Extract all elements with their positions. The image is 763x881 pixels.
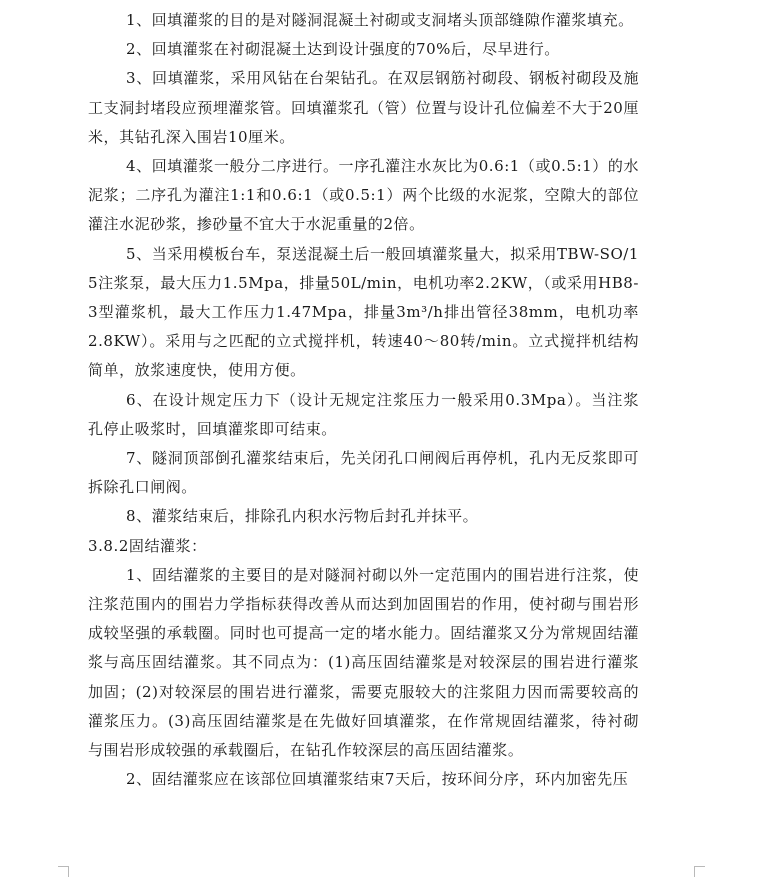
section-heading: 3.8.2固结灌浆： [88,536,207,555]
paragraph-4: 4、回填灌浆一般分二序进行。一序孔灌注水灰比为0.6:1（或0.5:1）的水泥浆；二序孔为灌注1:1和0.6:1（或0.5:1）两个比级的水泥浆，空隙大的部位灌注水泥砂浆，掺砂量不宜大于水泥重量的2倍。 [88,157,639,234]
page-corner-left [58,866,69,877]
paragraph-7: 7、隧洞顶部倒孔灌浆结束后，先关闭孔口闸阀后再停机，孔内无反浆即可拆除孔口闸阀。 [88,449,639,497]
paragraph-8: 8、灌浆结束后，排除孔内积水污物后封孔并抹平。 [126,507,479,526]
paragraph-5: 5、当采用模板台车，泵送混凝土后一般回填灌浆量大，拟采用TBW-SO/15注浆泵，最大压力1.5Mpa，排量50L/min，电机功率2.2KW，（或采用HB8-3型灌浆机，最大工作压力1.47Mpa，排量3m³/h排出管径38mm，电机功率2.8KW）。采用与之匹配的立式搅拌机，转速40～80转/min。立式搅拌机结构简单，放浆速度快，使用方便。 [88,244,639,380]
page-corner-right [694,866,705,877]
paragraph-2: 2、回填灌浆在衬砌混凝土达到设计强度的70%后，尽早进行。 [126,40,560,59]
paragraph-1: 1、回填灌浆的目的是对隧洞混凝土衬砌或支洞堵头顶部缝隙作灌浆填充。 [126,11,634,29]
page-corner-marks [0,867,763,877]
paragraph-6: 6、在设计规定压力下（设计无规定注浆压力一般采用0.3Mpa）。当注浆孔停止吸浆时，回填灌浆即可结束。 [88,390,639,438]
section-paragraph-1: 1、固结灌浆的主要目的是对隧洞衬砌以外一定范围内的围岩进行注浆，使注浆范围内的围岩力学指标获得改善从而达到加固围岩的作用，使衬砌与围岩形成较坚强的承载圈。同时也可提高一定的堵水能力。固结灌浆又分为常规固结灌浆与高压固结灌浆。其不同点为：(1)高压固结灌浆是对较深层的围岩进行灌浆加固；(2)对较深层的围岩进行灌浆，需要克服较大的注浆阻力因而需要较高的灌浆压力。(3)高压固结灌浆是在先做好回填灌浆，在作常规固结灌浆，待衬砌与围岩形成较强的承载圈后，在钻孔作较深层的高压固结灌浆。 [88,565,639,760]
paragraph-3: 3、回填灌浆，采用风钻在台架钻孔。在双层钢筋衬砌段、钢板衬砌段及施工支洞封堵段应预埋灌浆管。回填灌浆孔（管）位置与设计孔位偏差不大于20厘米，其钻孔深入围岩10厘米。 [88,69,639,146]
section-paragraph-2: 2、固结灌浆应在该部位回填灌浆结束7天后，按环间分序，环内加密先压 [126,770,629,789]
